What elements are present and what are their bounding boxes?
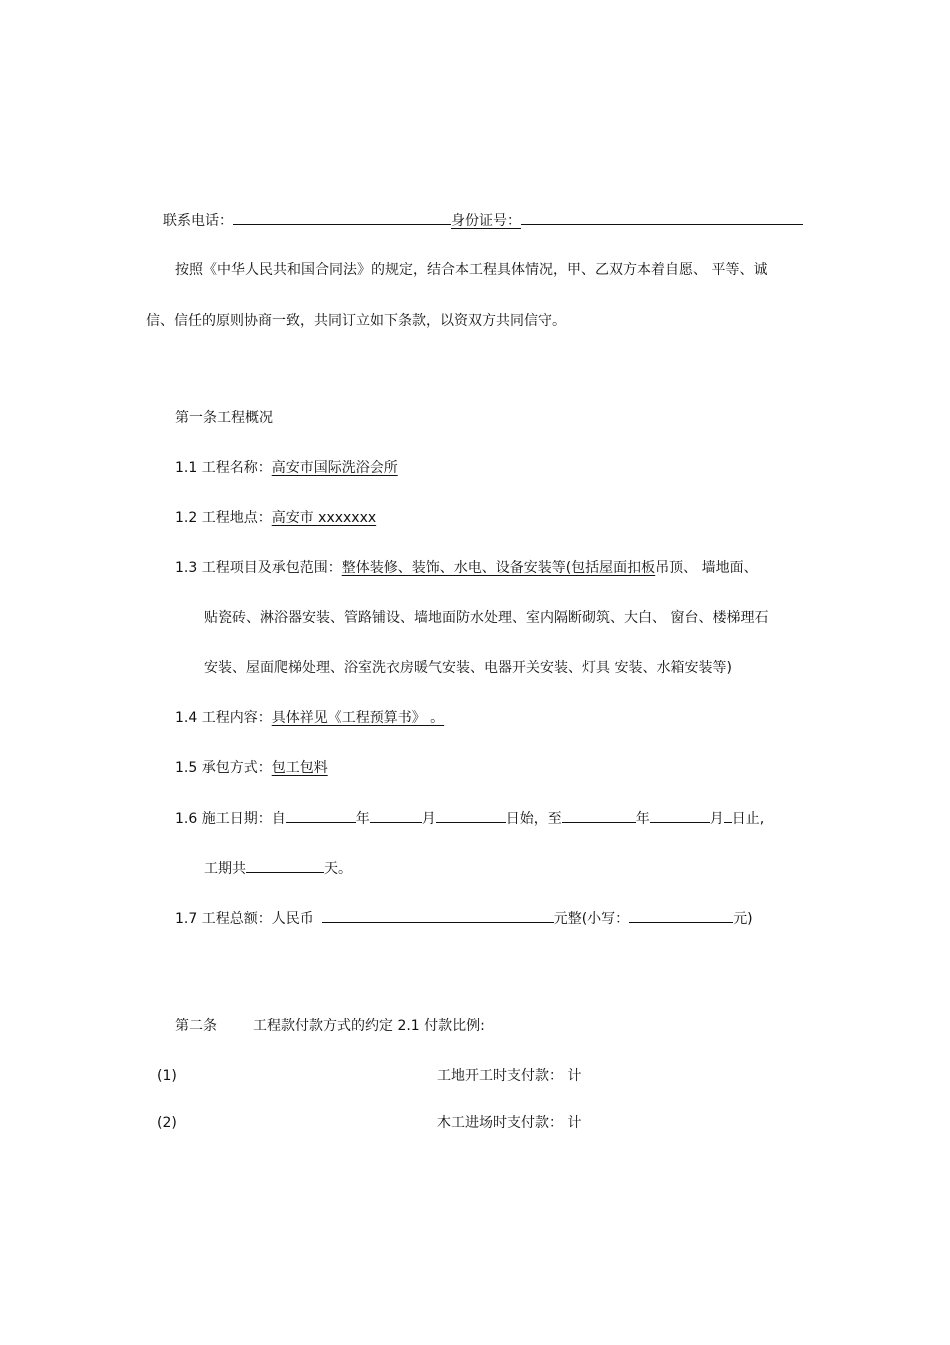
item-1-6 <box>175 808 764 829</box>
item-1-4 <box>175 708 444 728</box>
date-month: 月 <box>421 811 436 827</box>
intro-line-2: 信、信任的原则协商一致，共同订立如下条款，以资双方共同信守。 <box>146 313 566 329</box>
scope-line-3: 安装、屋面爬梯处理、浴室洗衣房暖气安装、电器开关安装、灯具 安装、水箱安装等) <box>204 660 732 676</box>
payment-item-1-num: (1) <box>157 1068 177 1084</box>
mode-value: 包工包料 <box>271 760 328 776</box>
intro-line-1: 按照《中华人民共和国合同法》的规定，结合本工程具体情况，甲、乙双方本着自愿、 平等、诚 <box>175 262 768 278</box>
start-month-blank <box>370 808 422 823</box>
date-year-2: 年 <box>635 811 650 827</box>
amount-end: 元) <box>733 911 753 927</box>
date-month-2: 月 <box>709 811 724 827</box>
article2-number: 第二条 <box>175 1018 217 1034</box>
amount-label: 1.7 工程总额：人民币 <box>175 911 314 927</box>
name-value: 高安市国际洗浴会所 <box>271 460 398 476</box>
location-value: 高安市 xxxxxxx <box>271 510 377 526</box>
date-year: 年 <box>355 811 370 827</box>
start-day-blank <box>436 808 506 823</box>
id-label: 身份证号： <box>451 213 521 229</box>
end-month-blank <box>650 808 710 823</box>
amount-upper-blank <box>322 908 554 923</box>
start-year-blank <box>286 808 356 823</box>
end-day-blank <box>724 808 732 823</box>
phone-label: 联系电话： <box>163 213 233 229</box>
amount-upper-label: 元整(小写： <box>553 911 630 927</box>
name-label: 1.1 工程名称： <box>175 460 272 476</box>
mode-label: 1.5 承包方式： <box>175 760 272 776</box>
content-label: 1.4 工程内容： <box>175 710 272 726</box>
period-line <box>204 858 352 879</box>
end-year-blank <box>562 808 636 823</box>
date-day-start: 日始，至 <box>505 811 562 827</box>
scope-line-2: 贴瓷砖、淋浴器安装、管路铺设、墙地面防水处理、室内隔断砌筑、大白、 窗台、楼梯理石 <box>204 610 769 626</box>
id-blank <box>521 210 803 225</box>
item-1-2 <box>175 508 376 528</box>
location-label: 1.2 工程地点： <box>175 510 272 526</box>
date-end: 日止, <box>731 811 765 827</box>
payment-item-2-num: (2) <box>157 1115 177 1131</box>
period-label: 工期共 <box>204 861 246 877</box>
article2-title-text: 工程款付款方式的约定 2.1 付款比例: <box>253 1018 485 1034</box>
item-1-7 <box>175 908 753 929</box>
scope-value: 整体装修、装饰、水电、设备安装等(包括屋面扣板 <box>341 560 656 576</box>
scope-label: 1.3 工程项目及承包范围： <box>175 560 342 576</box>
payment-item-2-text: 木工进场时支付款： 计 <box>437 1115 582 1131</box>
date-label: 1.6 施工日期：自 <box>175 811 286 827</box>
period-unit: 天。 <box>324 861 352 877</box>
period-blank <box>246 858 324 873</box>
item-1-1 <box>175 458 398 478</box>
scope-rest: 吊顶、 墙地面、 <box>655 560 758 576</box>
payment-item-1-text: 工地开工时支付款： 计 <box>437 1068 582 1084</box>
article2-title <box>175 1016 485 1036</box>
item-1-5 <box>175 758 328 778</box>
amount-lower-blank <box>629 908 733 923</box>
contact-line <box>163 210 803 231</box>
content-value: 具体祥见《工程预算书》 。 <box>271 710 445 726</box>
phone-blank <box>233 210 451 225</box>
item-1-3 <box>175 558 758 578</box>
article1-title: 第一条工程概况 <box>175 410 273 426</box>
